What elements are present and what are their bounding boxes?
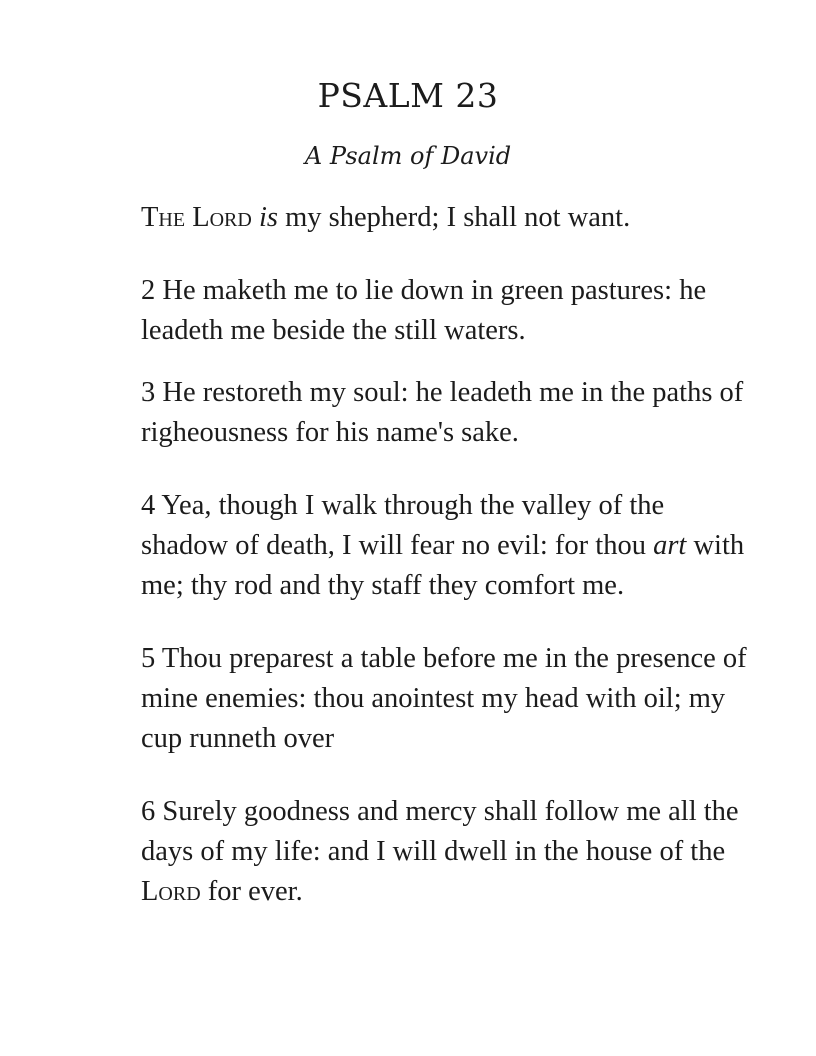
page-subtitle: A Psalm of David — [304, 142, 512, 170]
verse-2: 2 He maketh me to lie down in green pastures: he leadeth me beside the still waters. — [141, 275, 707, 346]
verse-6-before: 6 Surely goodness and mercy shall follow me all the days of my life: and I will dwell in the house of the — [141, 796, 739, 867]
verse-5: 5 Thou preparest a table before me in the presence of mine enemies: thou anointest my head with oil; my cup runneth over — [141, 643, 747, 754]
verse-1-the: The — [141, 202, 186, 233]
verse-1-rest: my shepherd; I shall not want. — [277, 202, 631, 233]
verse-4 — [141, 486, 751, 606]
verse-6-lord: Lord — [141, 876, 201, 907]
verse-6 — [141, 792, 751, 912]
verse-4-before: 4 Yea, though I walk through the valley of the shadow of death, I will fear no evil: for thou — [141, 490, 665, 561]
psalm-body — [141, 198, 751, 912]
page-title: PSALM 23 — [317, 76, 499, 115]
verse-4-art: art — [653, 530, 687, 561]
verse-1 — [141, 198, 751, 238]
verse-4-after: with me; thy rod and thy staff they comfort me. — [141, 530, 745, 601]
verse-1-is: is — [258, 202, 278, 233]
verse-3: 3 He restoreth my soul: he leadeth me in the paths of righeousness for his name's sake. — [141, 377, 744, 448]
verse-1-lord: Lord — [192, 202, 252, 233]
verse-6-after: for ever. — [200, 876, 303, 907]
